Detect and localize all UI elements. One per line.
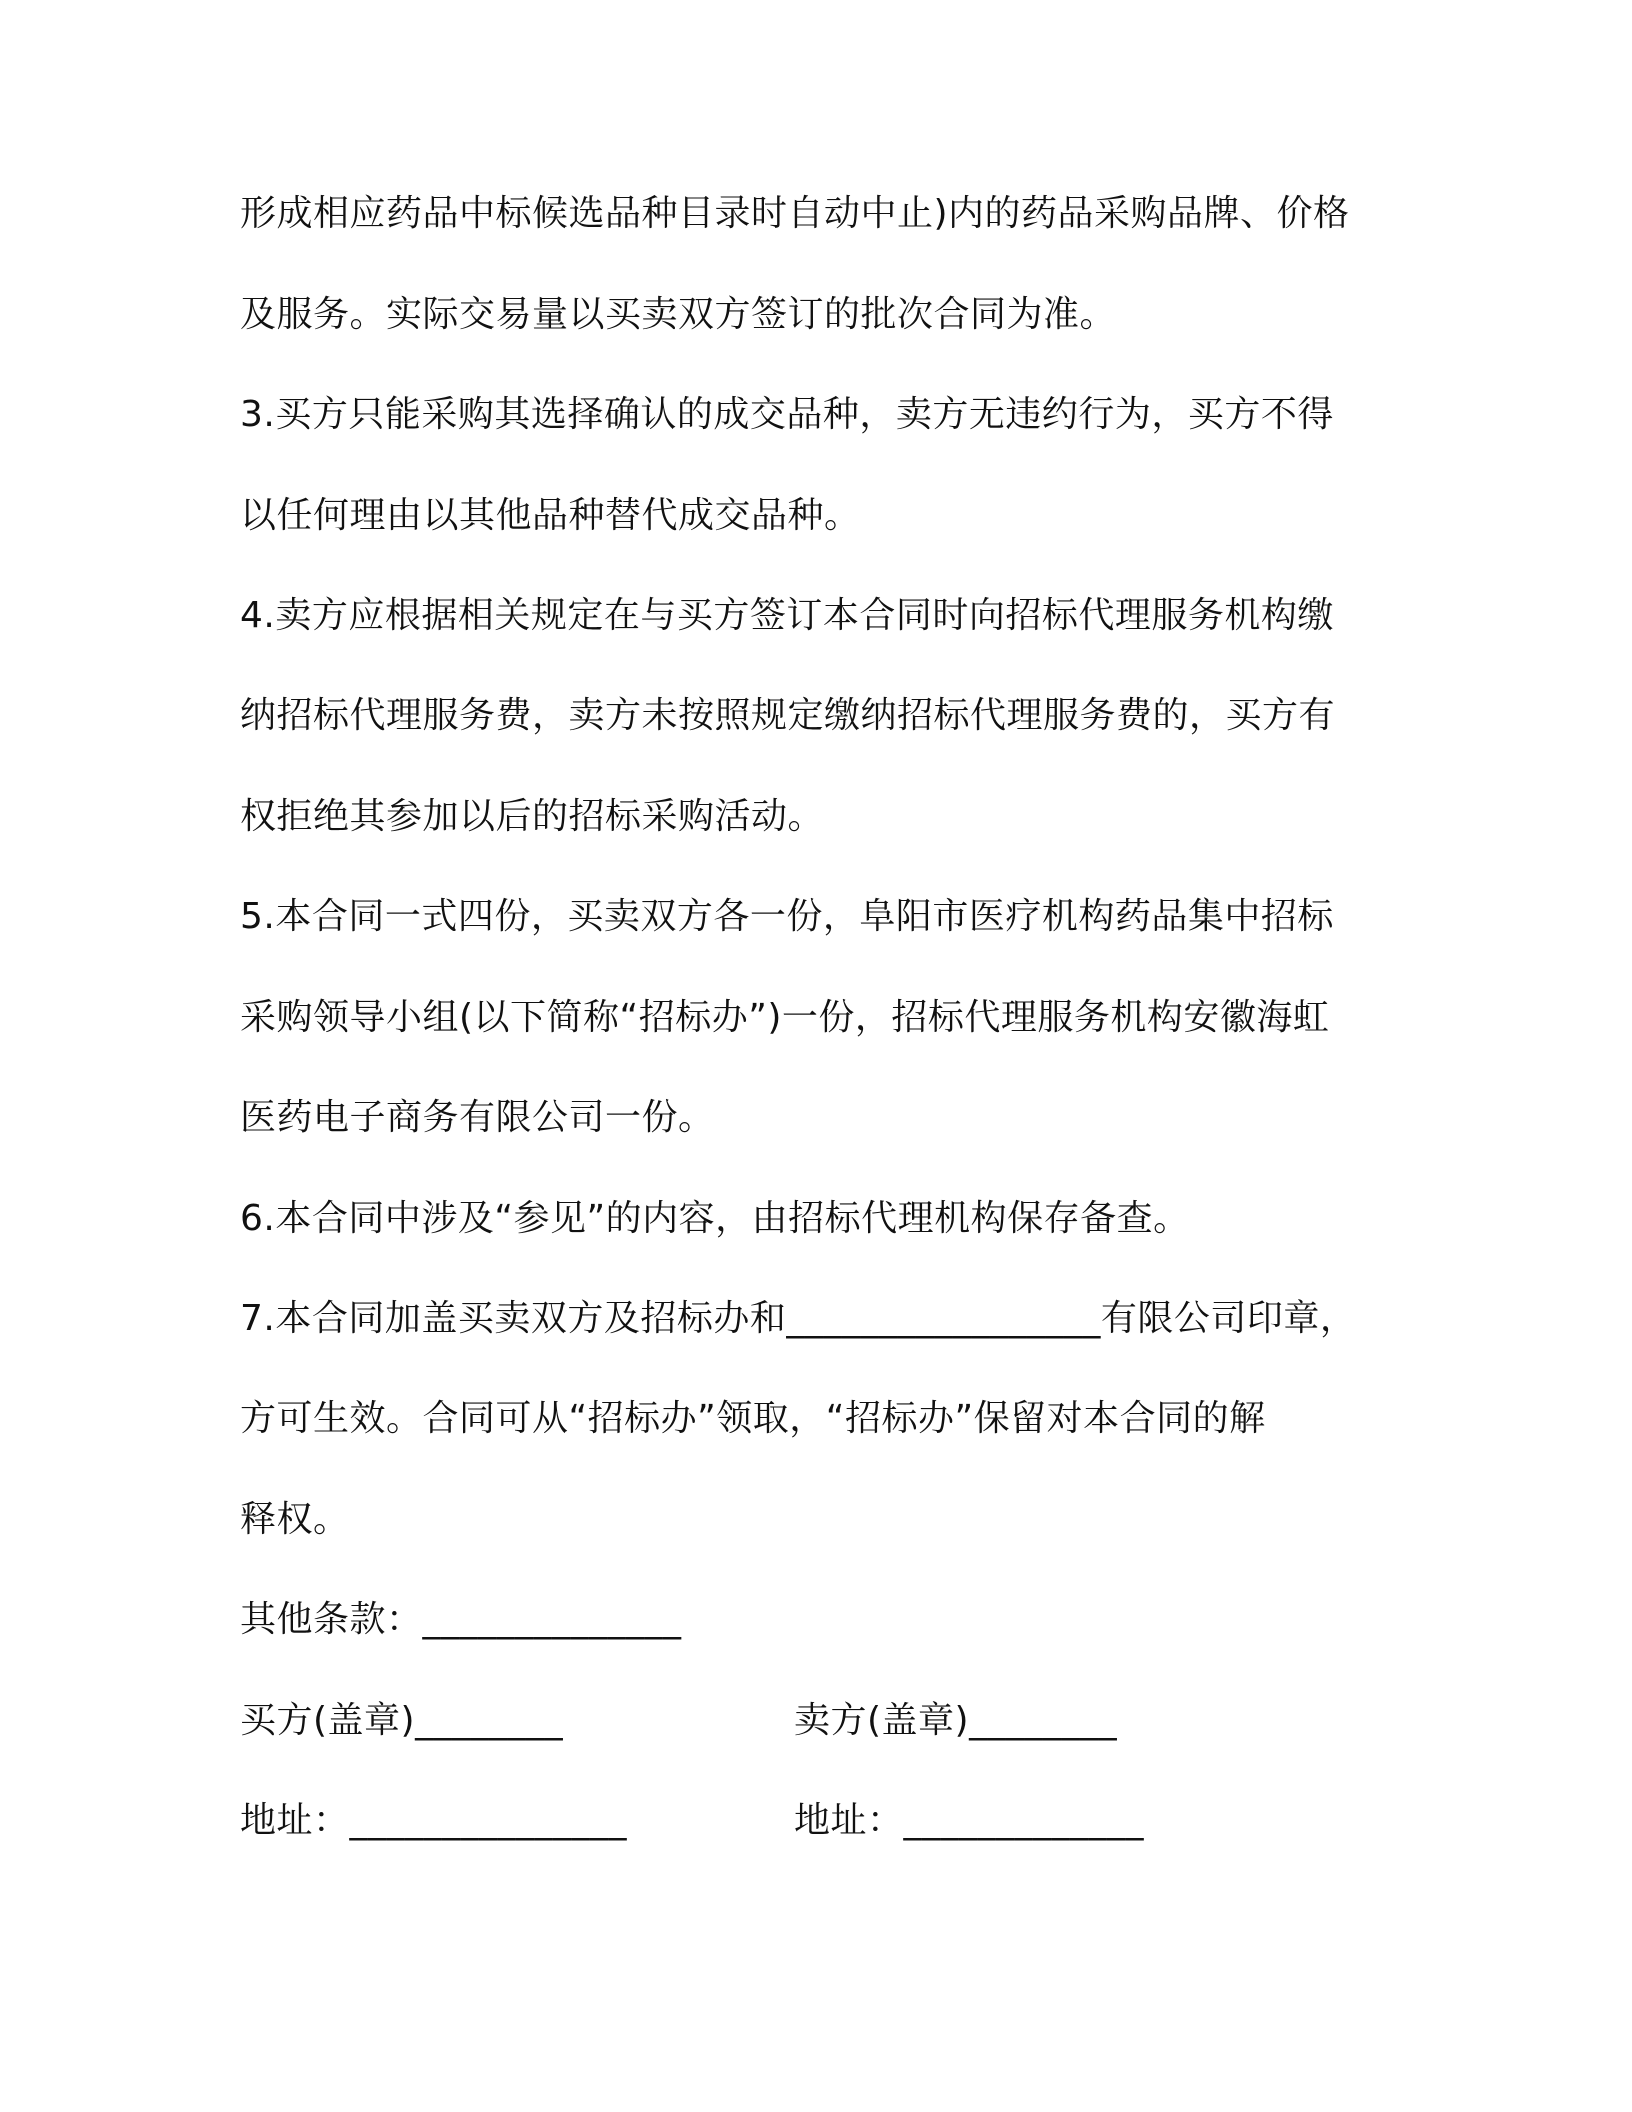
buyer-address-field: 地址：_______________ [240,1800,628,1841]
paragraph-line: 医药电子商务有限公司一份。 [240,1097,715,1138]
paragraph-line: 释权。 [240,1499,350,1540]
clause-4-line: 4.卖方应根据相关规定在与买方签订本合同时向招标代理服务机构缴 [240,595,1334,636]
clause-5-line: 5.本合同一式四份，买卖双方各一份，阜阳市医疗机构药品集中招标 [240,896,1334,937]
paragraph-line: 及服务。实际交易量以买卖双方签订的批次合同为准。 [240,294,1117,335]
other-terms-field: 其他条款：______________ [240,1599,682,1640]
paragraph-line: 方可生效。合同可从“招标办”领取，“招标办”保留对本合同的解 [240,1398,1266,1439]
paragraph-line: 以任何理由以其他品种替代成交品种。 [240,495,861,536]
paragraph-line: 纳招标代理服务费，卖方未按照规定缴纳招标代理服务费的，买方有 [240,695,1336,736]
clause-6-line: 6.本合同中涉及“参见”的内容，由招标代理机构保存备查。 [240,1198,1190,1239]
buyer-seal-field: 买方(盖章)________ [240,1700,564,1741]
clause-7-line: 7.本合同加盖买卖双方及招标办和_________________有限公司印章， [240,1298,1357,1339]
paragraph-line: 权拒绝其参加以后的招标采购活动。 [240,796,825,837]
clause-3-line: 3.买方只能采购其选择确认的成交品种，卖方无违约行为，买方不得 [240,394,1334,435]
paragraph-line: 采购领导小组(以下简称“招标办”)一份，招标代理服务机构安徽海虹 [240,997,1330,1038]
paragraph-line: 形成相应药品中标候选品种目录时自动中止)内的药品采购品牌、价格 [240,193,1350,234]
seller-address-field: 地址：_____________ [794,1800,1145,1841]
seller-seal-field: 卖方(盖章)________ [794,1700,1118,1741]
